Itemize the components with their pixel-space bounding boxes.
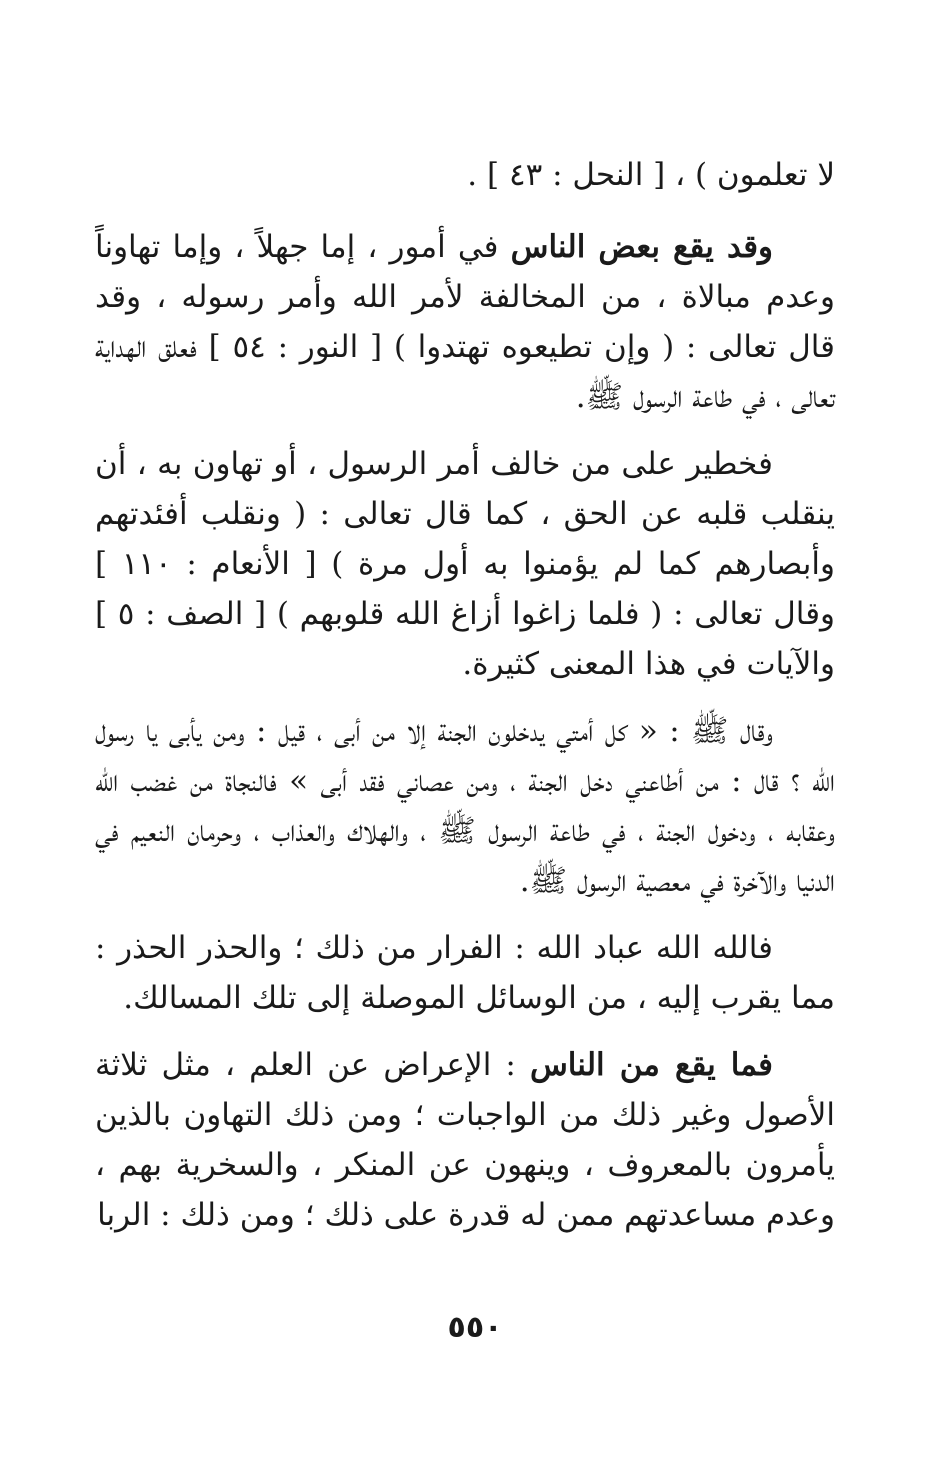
- paragraph-2-text: في أمور ، إما جهلاً ، وإما تهاوناً وعدم مبالاة ، من المخالفة لأمر الله وأمر رسوله ، وقد قال تعالى : ( وإن تطيعوه تهتدوا ) [ النور : ٥٤ ] فعلق الهداية تعالى ، في طاعة الرسول ﷺ.: [95, 229, 835, 415]
- paragraph-3: [95, 439, 835, 689]
- paragraph-1: [95, 150, 835, 200]
- paragraph-2-bold-lead: وقد يقع بعض الناس: [510, 229, 774, 265]
- paragraph-2: [95, 222, 835, 422]
- page-number: ٥٥٠: [447, 1310, 503, 1345]
- paragraph-4-text: وقال ﷺ : « كل أمتي يدخلون الجنة إلا من أبى ، قيل : ومن يأبى يا رسول الله ؟ قال : من أطاعني دخل الجنة ، ومن عصاني فقد أبى » فالنجاة من غضب الله وعقابه ، ودخول الجنة ، في طاعة الرسول ﷺ ، والهلاك والعذاب ، وحرمان النعيم في الدنيا والآخرة في معصية الرسول ﷺ.: [95, 713, 835, 899]
- paragraph-1-text: لا تعلمون ) ، [ النحل : ٤٣ ] .: [467, 157, 835, 193]
- paragraph-5: [95, 923, 835, 1023]
- paragraph-6: [95, 1040, 835, 1240]
- paragraph-3-text: فخطير على من خالف أمر الرسول ، أو تهاون به ، أن ينقلب قلبه عن الحق ، كما قال تعالى : ( ونقلب أفئدتهم وأبصارهم كما لم يؤمنوا به أول مرة ) [ الأنعام : ١١٠ ] وقال تعالى : ( فلما زاغوا أزاغ الله قلوبهم ) [ الصف : ٥ ] والآيات في هذا المعنى كثيرة.: [95, 446, 835, 682]
- paragraph-6-text: : الإعراض عن العلم ، مثل ثلاثة الأصول وغير ذلك من الواجبات ؛ ومن ذلك التهاون بالذين يأمرون بالمعروف ، وينهون عن المنكر ، والسخرية بهم ، وعدم مساعدتهم ممن له قدرة على ذلك ؛ ومن ذلك : الربا: [95, 1047, 835, 1233]
- page-body: [95, 150, 835, 1257]
- paragraph-4: [95, 706, 835, 906]
- paragraph-6-bold-lead: فما يقع من الناس: [529, 1047, 773, 1083]
- paragraph-5-text: فالله الله عباد الله : الفرار من ذلك ؛ والحذر الحذر : مما يقرب إليه ، من الوسائل الموصلة إلى تلك المسالك.: [95, 930, 835, 1016]
